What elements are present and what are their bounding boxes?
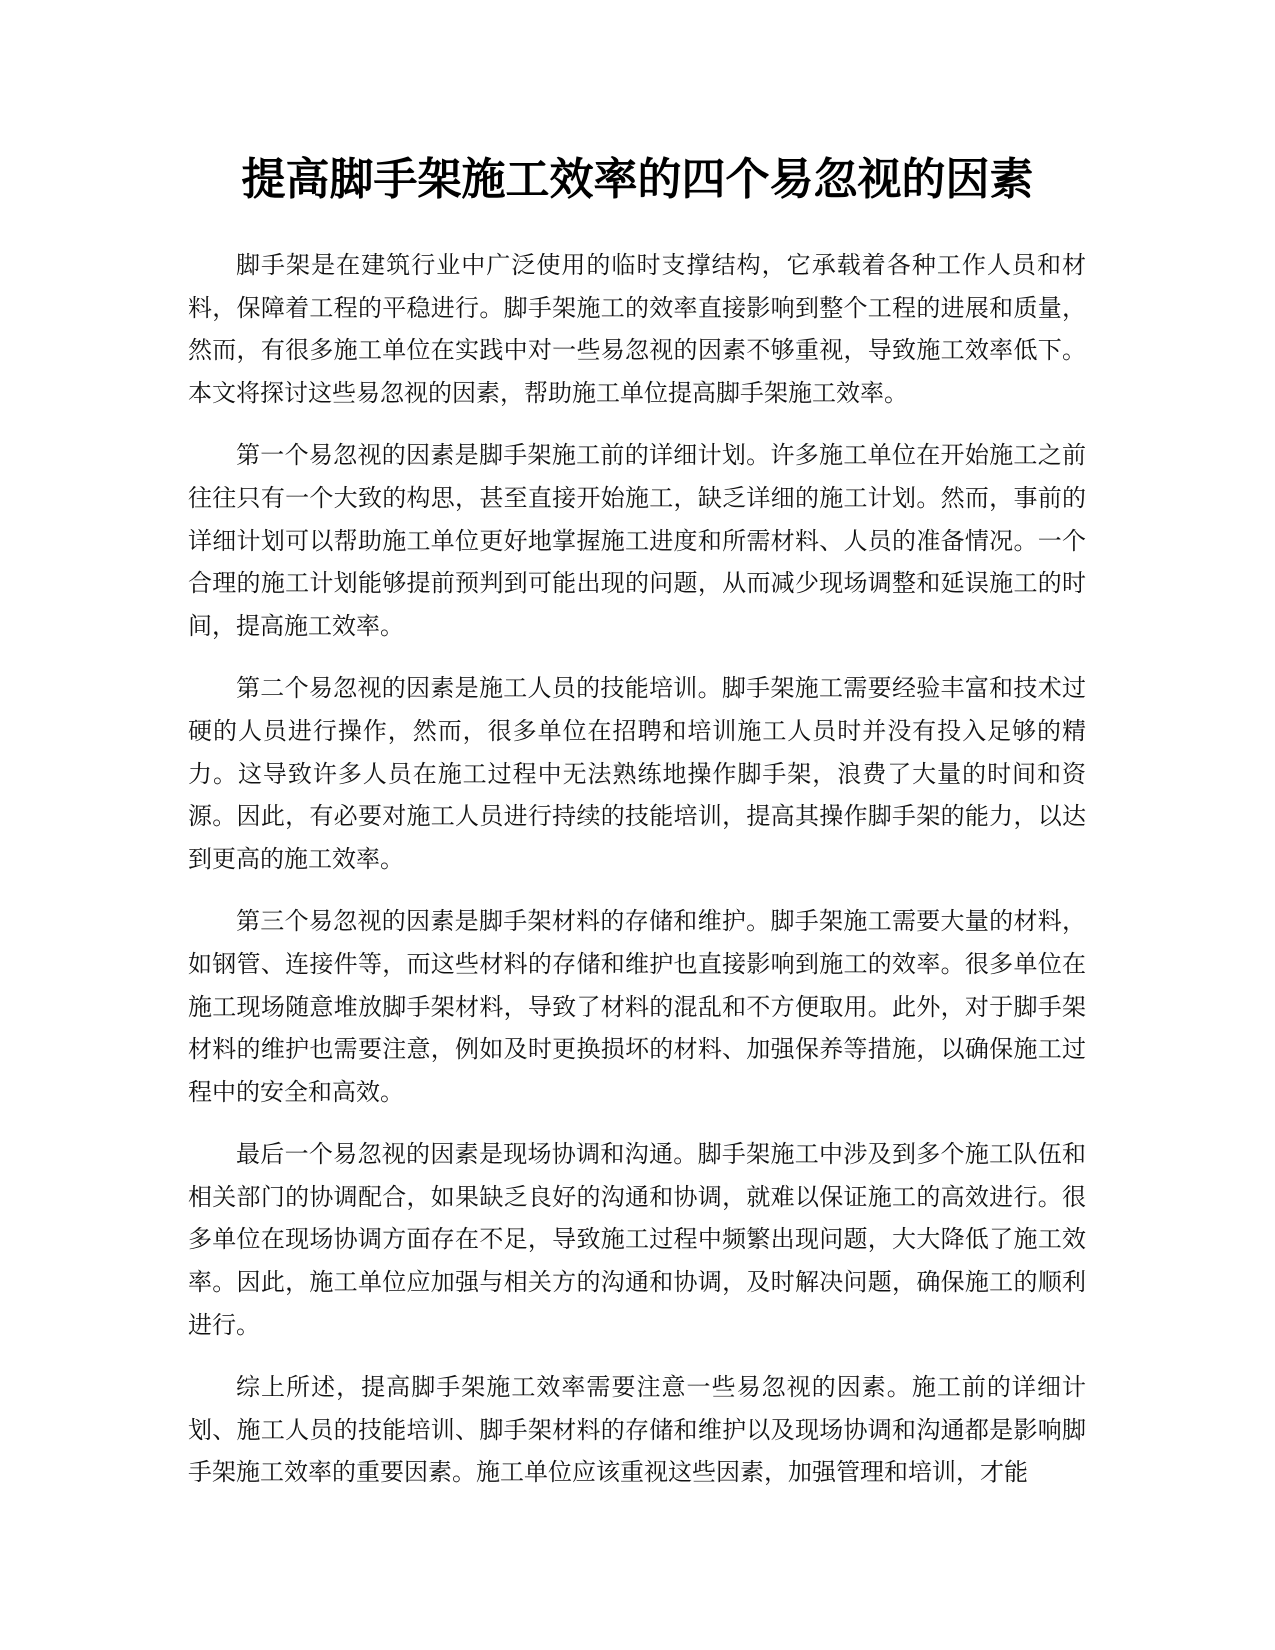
paragraph-summary: 综上所述，提高脚手架施工效率需要注意一些易忽视的因素。施工前的详细计划、施工人员的技能培训、脚手架材料的存储和维护以及现场协调和沟通都是影响脚手架施工效率的重要因素。施工单位应该重视这些因素，加强管理和培训，才能 — [188, 1373, 1086, 1487]
paragraph-factor-planning: 第一个易忽视的因素是脚手架施工前的详细计划。许多施工单位在开始施工之前往往只有一个大致的构思，甚至直接开始施工，缺乏详细的施工计划。然而，事前的详细计划可以帮助施工单位更好地掌握施工进度和所需材料、人员的准备情况。一个合理的施工计划能够提前预判到可能出现的问题，从而减少现场调整和延误施工的时间，提高施工效率。 — [188, 441, 1086, 640]
paragraph-factor-materials: 第三个易忽视的因素是脚手架材料的存储和维护。脚手架施工需要大量的材料，如钢管、连接件等，而这些材料的存储和维护也直接影响到施工的效率。很多单位在施工现场随意堆放脚手架材料，导致了材料的混乱和不方便取用。此外，对于脚手架材料的维护也需要注意，例如及时更换损坏的材料、加强保养等措施，以确保施工过程中的安全和高效。 — [188, 907, 1086, 1106]
document-title: 提高脚手架施工效率的四个易忽视的因素 — [241, 154, 1034, 205]
paragraph-factor-coordination: 最后一个易忽视的因素是现场协调和沟通。脚手架施工中涉及到多个施工队伍和相关部门的协调配合，如果缺乏良好的沟通和协调，就难以保证施工的高效进行。很多单位在现场协调方面存在不足，导致施工过程中频繁出现问题，大大降低了施工效率。因此，施工单位应加强与相关方的沟通和协调，及时解决问题，确保施工的顺利进行。 — [188, 1140, 1086, 1339]
paragraph-intro: 脚手架是在建筑行业中广泛使用的临时支撑结构，它承载着各种工作人员和材料，保障着工程的平稳进行。脚手架施工的效率直接影响到整个工程的进展和质量，然而，有很多施工单位在实践中对一些易忽视的因素不够重视，导致施工效率低下。本文将探讨这些易忽视的因素，帮助施工单位提高脚手架施工效率。 — [188, 251, 1086, 407]
document-body — [188, 244, 1086, 1514]
paragraph-factor-training: 第二个易忽视的因素是施工人员的技能培训。脚手架施工需要经验丰富和技术过硬的人员进行操作，然而，很多单位在招聘和培训施工人员时并没有投入足够的精力。这导致许多人员在施工过程中无法熟练地操作脚手架，浪费了大量的时间和资源。因此，有必要对施工人员进行持续的技能培训，提高其操作脚手架的能力，以达到更高的施工效率。 — [188, 674, 1086, 873]
